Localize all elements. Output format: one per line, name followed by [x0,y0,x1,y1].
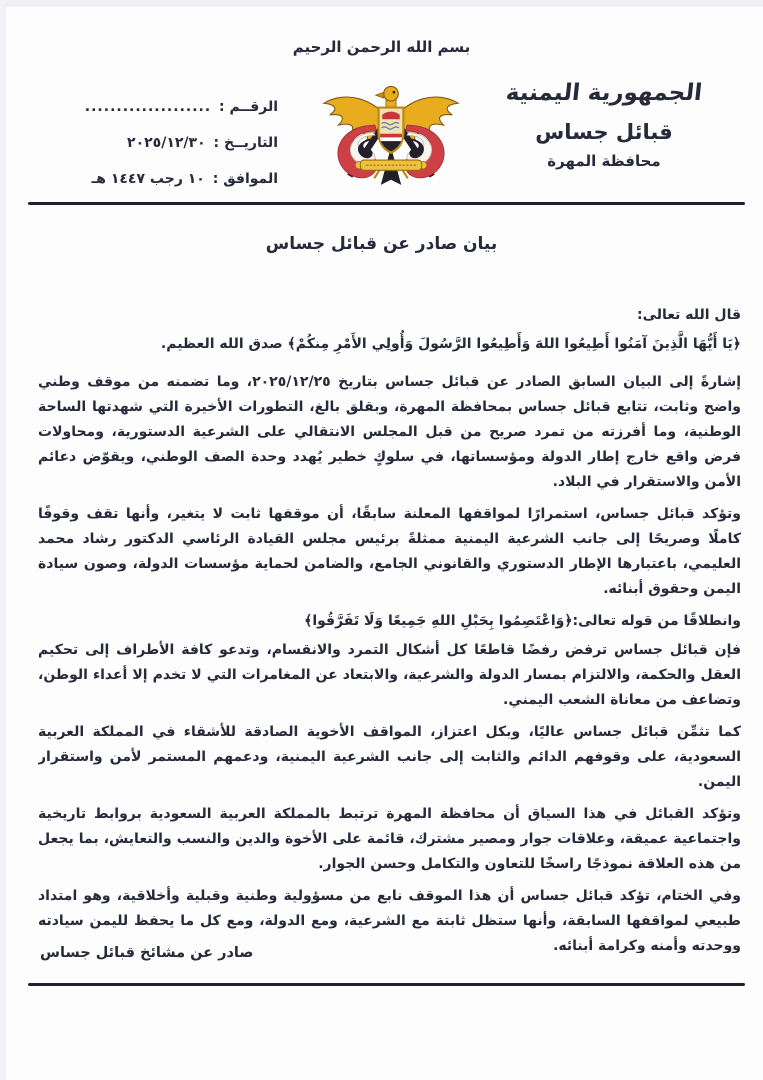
number-label: الرقــم : [219,99,278,115]
quran-intro-line: قال الله تعالى: [636,307,741,323]
body-paragraph-2: وتؤكد قبائل جساس، استمرارًا لمواقفها المعلنة سابقًا، أن موقفها ثابت لا يتغير، وأنها تقف وقوفًا كاملًا وصريحًا إلى جانب الشرعية اليمنية ممثلةً برئيس مجلس القيادة الرئاسي الدكتور رشاد محمد العليمي، باعتبارها الإطار الدستوري والقانوني الجامع، والضامن لحماية مؤسسات الدولة، وصون سيادة اليمن وحقوق أبنائه. [38,506,741,597]
letterhead-right-block [459,80,749,170]
number-field [33,94,278,130]
date-value: ٢٠٢٥/١٢/٣٠ [127,135,206,151]
basmala-text: بسم الله الرحمن الرحيم [292,38,471,56]
date-label: التاريــخ : [213,135,278,151]
body-paragraph-6: وفي الختام، تؤكد قبائل جساس أن هذا الموقف نابع من مسؤولية وطنية وقبلية وأخلاقية، وهو امتداد طبيعي لمواقفها السابقة، وأنها ستظل ثابتة مع الشرعية، ومع الدولة، ومع كل ما يحفظ لليمن سيادته ووحدته وأمنه وكرامة أبنائه. [38,888,741,953]
body-paragraph-4: كما تثمِّن قبائل جساس عاليًا، وبكل اعتزاز، المواقف الأخوية الصادقة للأشقاء في المملكة العربية السعودية، على وقوفهم الدائم والثابت إلى جانب الشرعية اليمنية، ودعمهم المستمر لأمن واستقرار اليمن. [38,724,741,790]
quran-verse-1: ﴿يَا أَيُّهَا الَّذِينَ آمَنُوا أَطِيعُوا اللهَ وَأَطِيعُوا الرَّسُولَ وَأُولِي الأَمْرِ مِنكُمْ﴾ صدق الله العظيم. [160,336,741,352]
footer-divider-line [28,983,745,986]
hijri-date-label: الموافق : [212,171,278,187]
hijri-date-field [33,166,278,202]
yemen-emblem-icon [318,74,464,198]
governorate-name: محافظة المهرة [547,152,661,170]
body-paragraph-3: فإن قبائل جساس ترفض رفضًا قاطعًا كل أشكال التمرد والانقسام، وتدعو كافة الأطراف إلى تحكيم العقل والحكمة، والالتزام بمسار الدولة والشرعية، والابتعاد عن المغامرات التي لا تخدم إلا أعداء الوطن، وتضاعف من معاناة الشعب اليمني. [38,642,741,708]
header-divider-line [28,202,745,205]
date-field [33,130,278,166]
body-paragraph-5: وتؤكد القبائل في هذا السياق أن محافظة المهرة ترتبط بالمملكة العربية السعودية بروابط تاريخية واجتماعية عميقة، وعلاقات جوار ومصير مشترك، قائمة على الأخوة والدين والنسب والتعايش، بما يجعل من هذه العلاقة نموذجًا راسخًا للتعاون والتكامل وحسن الجوار. [38,806,741,872]
republic-name: الجمهورية اليمنية [504,80,704,106]
hijri-date-value: ١٠ رجب ١٤٤٧ هـ [91,171,205,187]
letterhead-reference-block [33,94,278,202]
tribe-name: قبائل جساس [535,120,673,144]
issued-by-line: صادر عن مشائخ قبائل جساس [40,945,254,961]
statement-body [38,303,741,953]
statement-title: بيان صادر عن قبائل جساس [265,234,498,254]
body-paragraph-1: إشارةً إلى البيان السابق الصادر عن قبائل جساس بتاريخ ٢٠٢٥/١٢/٢٥، وما تضمنه من موقف وطني واضح وثابت، تتابع قبائل جساس بمحافظة المهرة، وبقلق بالغ، التطورات الأخيرة التي شهدتها الساحة الوطنية، وما أفرزته من تمرد صريح من قبل المجلس الانتقالي على الشرعية الدستورية، ومحاولات فرض واقع خارج إطار الدولة ومؤسساتها، في سلوكٍ خطير يُهدد وحدة الصف الوطني، ويقوّض دعائم الأمن والاستقرار في البلاد. [38,374,741,490]
number-value: .................... [84,99,212,115]
quran-verse-2-line: وانطلاقًا من قوله تعالى:﴿وَاعْتَصِمُوا بِحَبْلِ اللهِ جَمِيعًا وَلَا تَفَرَّقُوا﴾ [304,613,741,629]
